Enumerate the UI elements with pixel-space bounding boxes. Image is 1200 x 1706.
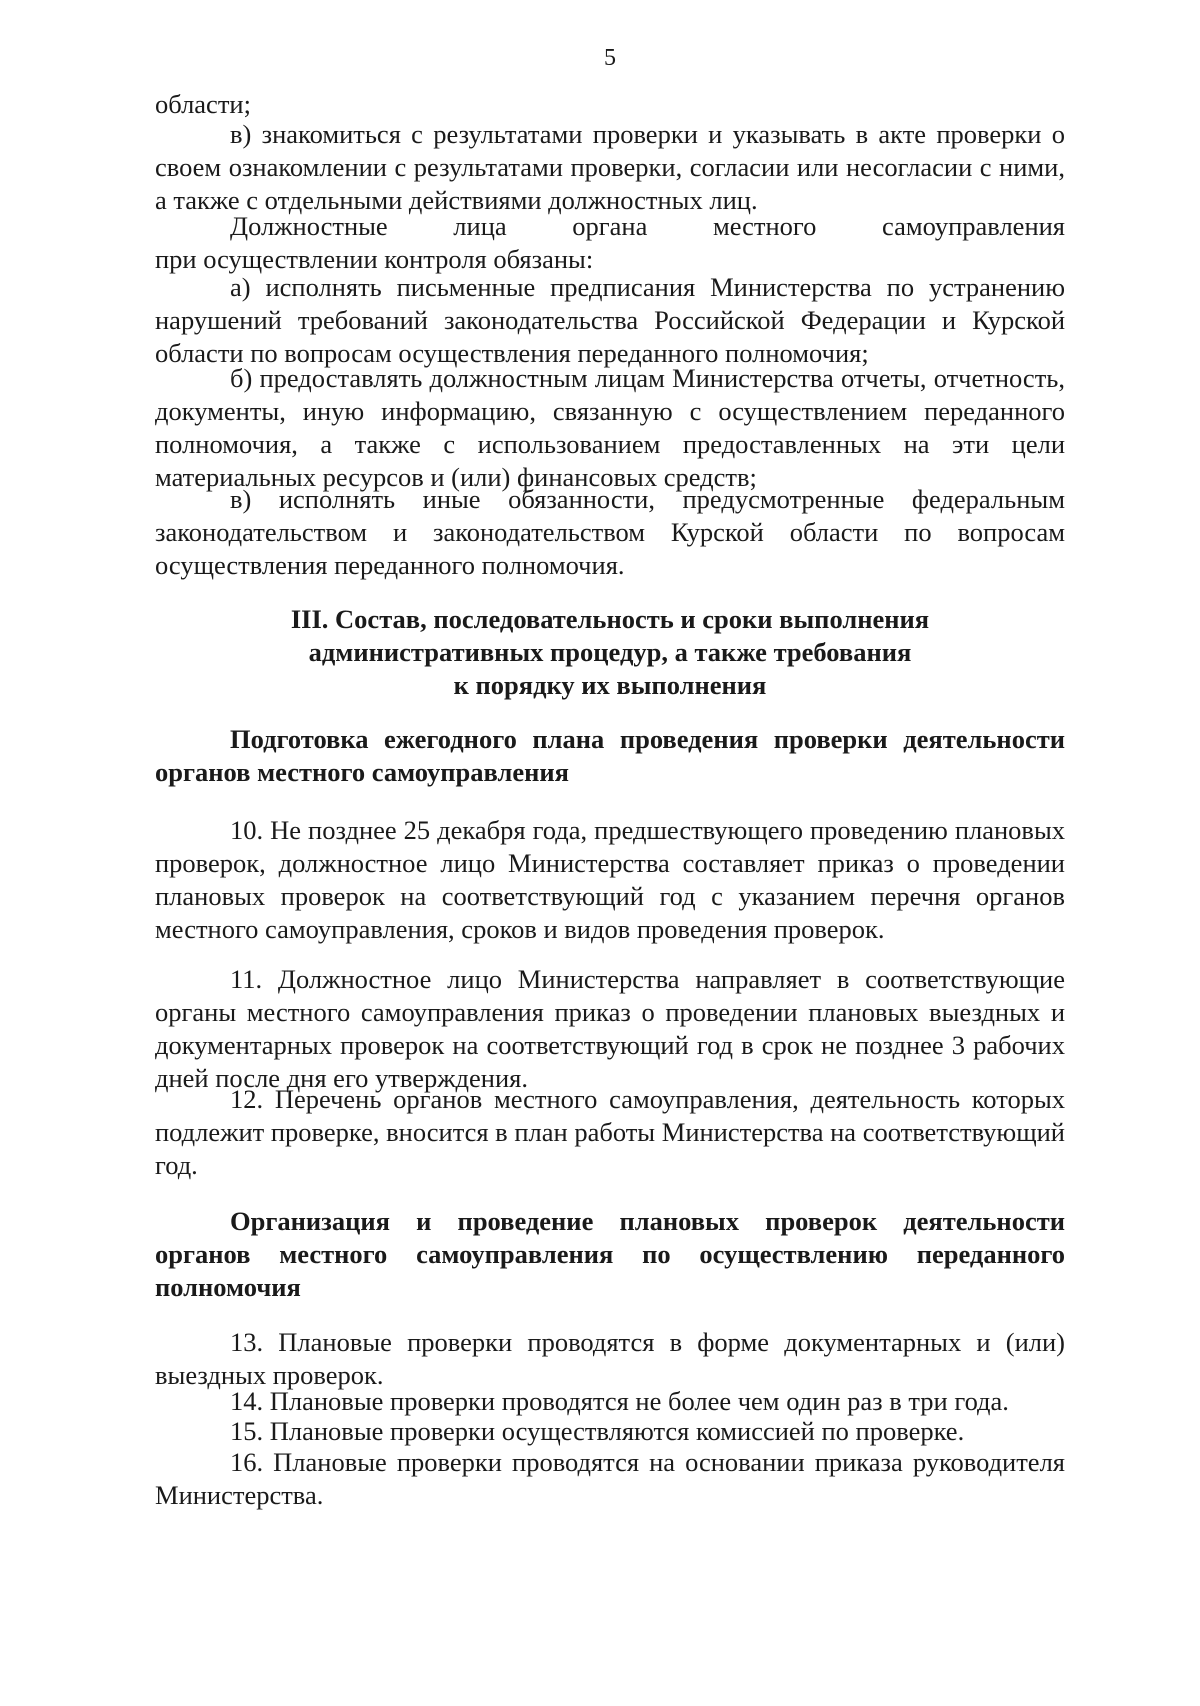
paragraph-duty-v: в) исполнять иные обязанности, предусмотренные федеральным законодательством и законодательством Курской области по вопросам осуществления переданного полномочия.	[155, 484, 1065, 580]
section-title-line1: III. Состав, последовательность и сроки выполнения	[290, 604, 930, 634]
paragraph-13: 13. Плановые проверки проводятся в форме документарных и (или) выездных проверок.	[155, 1327, 1065, 1390]
paragraph-15: 15. Плановые проверки осуществляются комиссией по проверке.	[230, 1416, 965, 1446]
page-number: 5	[604, 45, 616, 71]
section-title-line2: административных процедур, а также требования	[308, 637, 912, 667]
paragraph-continuation: области;	[155, 89, 251, 119]
paragraph-14: 14. Плановые проверки проводятся не более чем один раз в три года.	[230, 1386, 1009, 1416]
subheading-planned-inspections: Организация и проведение плановых проверок деятельности органов местного самоуправления по осуществлению переданного полномочия	[155, 1206, 1065, 1302]
paragraph-officials-line2: при осуществлении контроля обязаны:	[155, 244, 594, 274]
section-title	[155, 603, 1065, 702]
paragraph-duty-b: б) предоставлять должностным лицам Министерства отчеты, отчетность, документы, иную информацию, связанную с осуществлением переданного полномочия, а также с использованием предоставленных на эти цели материальных ресурсов и (или) финансовых средств;	[155, 363, 1065, 492]
subheading-annual-plan: Подготовка ежегодного плана проведения проверки деятельности органов местного самоуправления	[155, 724, 1065, 787]
document-page	[155, 0, 1065, 1706]
paragraph-duty-a: а) исполнять письменные предписания Министерства по устранению нарушений требований законодательства Российской Федерации и Курской области по вопросам осуществления переданного полномочия;	[155, 272, 1065, 368]
paragraph-11: 11. Должностное лицо Министерства направляет в соответствующие органы местного самоуправления приказ о проведении плановых выездных и документарных проверок на соответствующий год в срок не позднее 3 рабочих дней после дня его утверждения.	[155, 964, 1065, 1093]
paragraph-right-v-familiarize: в) знакомиться с результатами проверки и указывать в акте проверки о своем ознакомлении с результатами проверки, согласии или несогласии с ними, а также с отдельными действиями должностных лиц.	[155, 119, 1065, 215]
section-title-line3: к порядку их выполнения	[453, 670, 767, 700]
paragraph-12: 12. Перечень органов местного самоуправления, деятельность которых подлежит проверке, вносится в план работы Министерства на соответствующий год.	[155, 1084, 1065, 1180]
paragraph-10: 10. Не позднее 25 декабря года, предшествующего проведению плановых проверок, должностное лицо Министерства составляет приказ о проведении плановых проверок на соответствующий год с указанием перечня органов местного самоуправления, сроков и видов проведения проверок.	[155, 815, 1065, 944]
paragraph-16: 16. Плановые проверки проводятся на основании приказа руководителя Министерства.	[155, 1447, 1065, 1510]
paragraph-officials-obliged	[155, 210, 1065, 276]
paragraph-officials-line1: Должностные лица органа местного самоуправления	[230, 211, 1065, 241]
